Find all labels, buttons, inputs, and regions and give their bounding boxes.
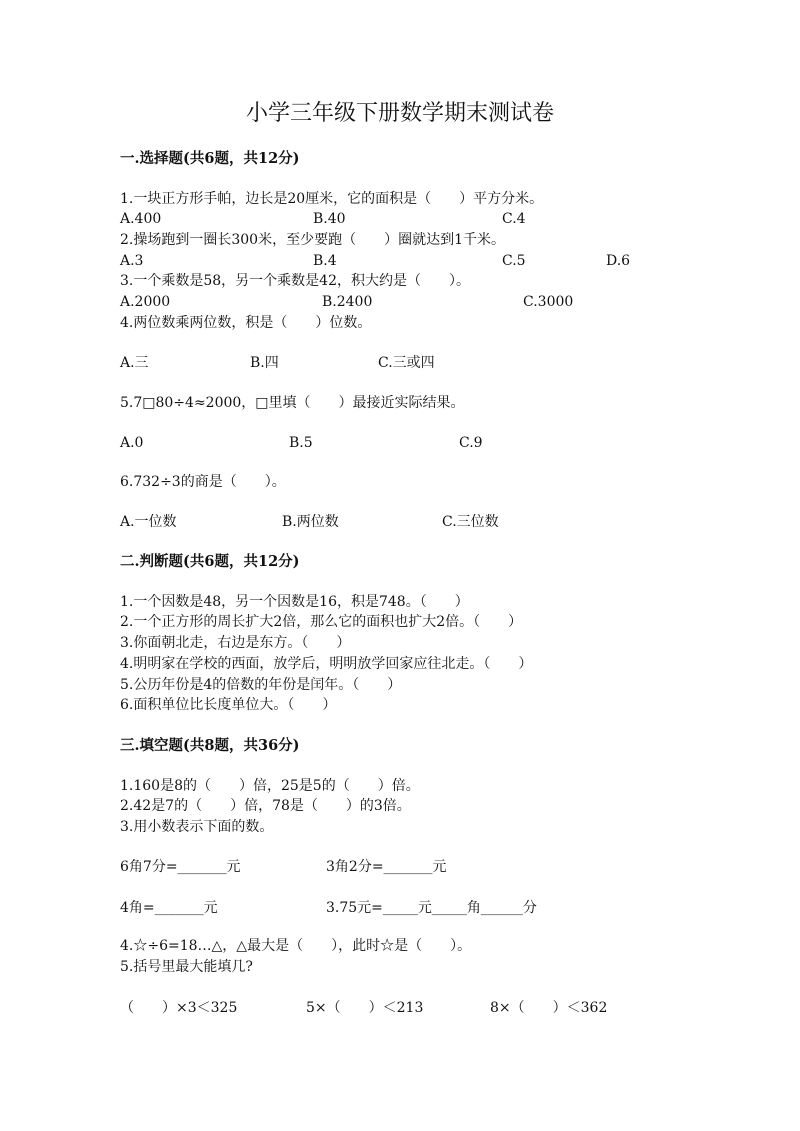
option-text: B.4 bbox=[313, 253, 337, 269]
judgement-item: 3.你面朝北走，右边是东方。（ ） bbox=[120, 635, 351, 651]
question-text: 4.☆÷6=18…△，△最大是（ ），此时☆是（ ）。 bbox=[120, 938, 472, 954]
question-text: 4.两位数乘两位数，积是（ ）位数。 bbox=[120, 315, 372, 331]
fill-in-item: 8×（ ）＜362 bbox=[490, 1000, 608, 1016]
judgement-item: 6.面积单位比长度单位大。（ ） bbox=[120, 697, 337, 713]
question-text: 3.用小数表示下面的数。 bbox=[120, 819, 274, 835]
option-text: B.2400 bbox=[322, 294, 373, 310]
fill-in-item: 3角2分=_______元 bbox=[326, 859, 447, 875]
question-text: 1.一块正方形手帕，边长是20厘米，它的面积是（ ）平方分米。 bbox=[120, 191, 544, 207]
fill-in-item: 4角=_______元 bbox=[120, 900, 218, 916]
option-text: C.4 bbox=[502, 211, 526, 227]
question-text: 6.732÷3的商是（ ）。 bbox=[120, 474, 286, 490]
judgement-item: 4.明明家在学校的西面，放学后，明明放学回家应往北走。（ ） bbox=[120, 656, 533, 672]
fill-in-item: 5×（ ）＜213 bbox=[306, 1000, 424, 1016]
fill-in-item: 3.75元=_____元_____角______分 bbox=[326, 900, 537, 916]
question-text: 3.一个乘数是58，另一个乘数是42，积大约是（ ）。 bbox=[120, 273, 470, 289]
question-text: 2.42是7的（ ）倍，78是（ ）的3倍。 bbox=[120, 798, 411, 814]
option-text: D.6 bbox=[606, 253, 631, 269]
fill-in-item: （ ）×3＜325 bbox=[120, 1000, 238, 1016]
judgement-item: 1.一个因数是48，另一个因数是16，积是748。（ ） bbox=[120, 594, 469, 610]
option-text: C.9 bbox=[459, 435, 483, 451]
question-text: 5.括号里最大能填几? bbox=[120, 959, 253, 975]
option-text: B.5 bbox=[289, 435, 313, 451]
judgement-item: 5.公历年份是4的倍数的年份是闰年。（ ） bbox=[120, 677, 402, 693]
page-title: 小学三年级下册数学期末测试卷 bbox=[245, 101, 554, 126]
option-text: A.一位数 bbox=[120, 514, 177, 530]
option-text: B.四 bbox=[250, 355, 279, 371]
option-text: C.3000 bbox=[523, 294, 574, 310]
question-text: 1.160是8的（ ）倍，25是5的（ ）倍。 bbox=[120, 778, 420, 794]
judgement-item: 2.一个正方形的周长扩大2倍，那么它的面积也扩大2倍。（ ） bbox=[120, 614, 523, 630]
section-heading-choice: 一.选择题(共6题，共12分) bbox=[120, 150, 300, 167]
option-text: C.5 bbox=[502, 253, 526, 269]
fill-in-item: 6角7分=_______元 bbox=[120, 859, 241, 875]
option-text: B.40 bbox=[313, 211, 346, 227]
option-text: A.三 bbox=[120, 355, 149, 371]
option-text: A.0 bbox=[120, 435, 144, 451]
option-text: A.400 bbox=[120, 211, 162, 227]
question-text: 5.7□80÷4≈2000，□里填（ ）最接近实际结果。 bbox=[120, 395, 465, 411]
section-heading-judgement: 二.判断题(共6题，共12分) bbox=[120, 553, 300, 570]
question-text: 2.操场跑到一圈长300米，至少要跑（ ）圈就达到1千米。 bbox=[120, 232, 505, 248]
option-text: B.两位数 bbox=[282, 514, 339, 530]
option-text: C.三位数 bbox=[442, 514, 499, 530]
option-text: A.3 bbox=[120, 253, 144, 269]
option-text: A.2000 bbox=[120, 294, 171, 310]
section-heading-fill-in: 三.填空题(共8题，共36分) bbox=[120, 737, 300, 754]
option-text: C.三或四 bbox=[378, 355, 435, 371]
